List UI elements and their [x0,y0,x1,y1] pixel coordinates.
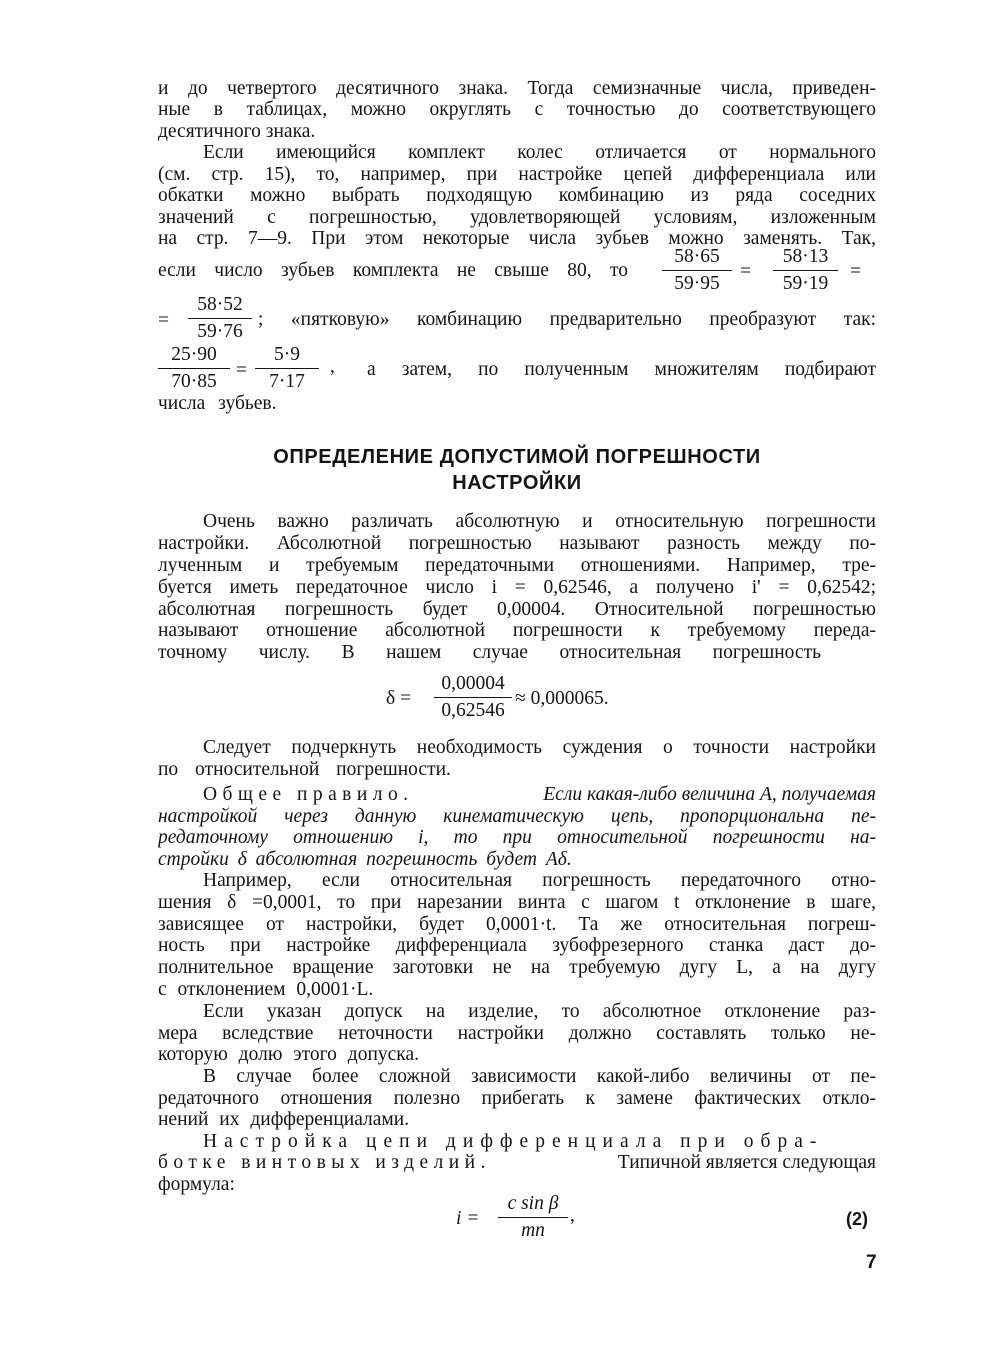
equals-sign: = [850,261,861,282]
comma: , [570,1205,575,1226]
text-line: и до четвертого десятичного знака. Тогда семизначные числа, приведен- [158,78,876,99]
text-line: редаточного отношения полезно прибегать к замене фактических откло- [158,1088,876,1109]
denominator: 59·76 [197,321,243,342]
text-line: с отклонением 0,0001·L. [158,979,374,1000]
text-line: формула: [158,1174,235,1195]
equation-number: (2) [846,1209,868,1229]
formula-rhs: ≈ 0,000065. [515,688,609,709]
text-line: зависящее от настройки, будет 0,0001·t. Та же относительная погреш- [158,914,876,935]
section-label: ботке винтовых изделий. [158,1152,491,1173]
denominator: mn [521,1220,545,1241]
denominator: 7·17 [269,371,305,392]
text-line: Настройка цепи дифференциала при обра- [203,1131,824,1152]
page-number: 7 [866,1252,877,1273]
text-line: значений с погрешностью, удовлетворяющей условиям, изложенным [158,207,876,228]
numerator: 58·13 [782,246,829,267]
equals-sign: = [158,310,169,331]
equals-sign: = [740,261,751,282]
denominator: 59·95 [674,273,720,294]
fraction [158,344,230,393]
text-line: ; «пятковую» комбинацию предварительно преобразуют так: [258,309,876,330]
text-line: на стр. 7—9. При этом некоторые числа зубьев можно заменять. Так, [158,228,876,249]
text-line [158,1152,876,1174]
text-line: Следует подчеркнуть необходимость суждения о точности настройки [203,737,876,758]
text-line: Если указан допуск на изделие, то абсолютное отклонение раз- [203,1001,876,1022]
fraction [662,246,732,295]
text-line: называют отношение абсолютной погрешности к требуемому переда- [158,620,876,641]
text-line: полнительное вращение заготовки не на требуемую дугу L, а на дугу [158,957,876,978]
numerator: 0,00004 [441,673,505,694]
fraction [773,246,838,295]
text-line: которую долю этого допуска. [158,1044,420,1065]
text-line: Очень важно различать абсолютную и относительную погрешности [203,511,876,532]
numerator: c sin β [507,1193,559,1214]
text-line: десятичного знака. [158,121,316,142]
numerator: 58·52 [197,294,243,315]
text-line: В случае более сложной зависимости какой-либо величины от пе- [203,1066,876,1087]
text-line: по относительной погрешности. [158,759,451,780]
comma: , [330,356,335,377]
text-line: буется иметь передаточное число i = 0,62546, а получено i' = 0,62542; [158,577,876,598]
fraction [255,344,319,393]
text-line: настройкой через данную кинематическую цепь, пропорциональна пе- [158,806,876,827]
text-line: настройки. Абсолютной погрешностью называют разность между по- [158,533,876,554]
text-line: лученным и требуемым передаточными отношениями. Например, тре- [158,555,876,576]
fraction [434,673,512,722]
text-line: стройки δ абсолютная погрешность будет Aδ. [158,849,572,870]
formula-lhs: i = [456,1208,480,1229]
text-line: редаточному отношению i, то при относительной погрешности на- [158,827,876,848]
fraction [188,294,252,343]
numerator: 58·65 [674,246,720,267]
text-line: ные в таблицах, можно округлять с точностью до соответствующего [158,99,876,120]
text-line: мера вследствие неточности настройки должно составлять только не- [158,1023,876,1044]
text: Типичной является следующая [617,1152,876,1173]
denominator: 59·19 [782,273,829,294]
text-line: Если имеющийся комплект колес отличается от нормального [203,142,876,163]
equals-sign: = [236,360,247,381]
text-line: числа зубьев. [158,393,277,414]
text-line: абсолютная погрешность будет 0,00004. Относительной погрешностью [158,599,876,620]
text-line: шения δ =0,0001, то при нарезании винта с шагом t отклонение в шаге, [158,892,876,913]
section-heading: ОПРЕДЕЛЕНИЕ ДОПУСТИМОЙ ПОГРЕШНОСТИ [273,446,761,468]
denominator: 0,62546 [441,700,505,721]
rule-label: Общее правило. [203,784,414,805]
text-line: а затем, по полученным множителям подбирают [367,359,876,380]
fraction [498,1193,568,1242]
text-line: если число зубьев комплекта не свыше 80, то [158,260,628,281]
numerator: 25·90 [171,344,217,365]
text-line: Например, если относительная погрешность передаточного отно- [203,870,876,891]
text-line: обкатки можно выбрать подходящую комбинацию из ряда соседних [158,185,876,206]
numerator: 5·9 [274,344,300,365]
denominator: 70·85 [171,371,217,392]
rule-text: Если какая-либо величина A, получаемая [543,784,876,805]
section-heading: НАСТРОЙКИ [452,472,582,494]
text-line: (см. стр. 15), то, например, при настройке цепей дифференциала или [158,164,876,185]
formula-lhs: δ = [386,688,412,709]
text-line: нений их дифференциалами. [158,1109,410,1130]
text-line [203,784,876,806]
text-line: точному числу. В нашем случае относительная погрешность [158,642,821,663]
text-line: ность при настройке дифференциала зубофрезерного станка даст до- [158,935,876,956]
